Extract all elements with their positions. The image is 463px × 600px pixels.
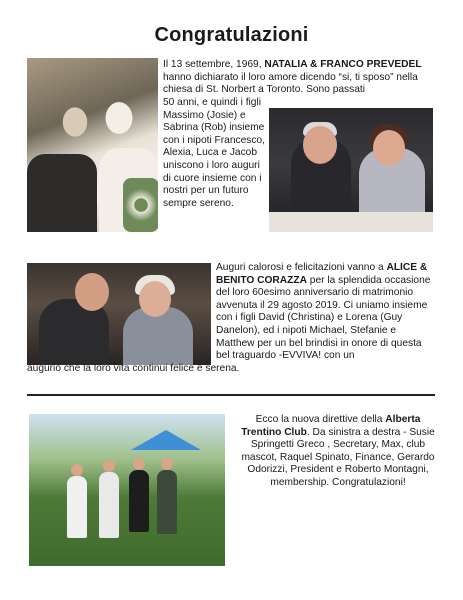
section3-text xyxy=(236,414,440,490)
section1-lead: Il 13 settembre, 1969, xyxy=(163,59,262,70)
section2-text-wrap xyxy=(27,363,437,376)
section3-club: Alberta Trentino Club xyxy=(241,414,421,438)
couple-photo-corazza xyxy=(27,263,211,365)
section1-text-wrap xyxy=(163,97,267,210)
wedding-photo xyxy=(27,58,158,232)
section2-lead: Auguri calorosi e felicitazioni vanno a xyxy=(216,262,384,273)
club-group-photo xyxy=(29,414,225,566)
section1-text-a: hanno dichiarato il loro amore dicendo “si, ti sposo” nella chiesa di St. Norbert a Toronto. Sono passati xyxy=(163,71,418,96)
section1-text-b: 50 anni, e quindi i figli Massimo (Josie) e Sabrina (Rob) insieme con i nipoti Francesco, Alexia, Luca e Jacob uniscono i loro auguri di cuore insieme con i nostri per un futuro sempre sereno. xyxy=(163,97,265,209)
section1-names: NATALIA & FRANCO PREVEDEL xyxy=(264,59,422,70)
section2-text xyxy=(216,262,436,363)
section2-text-a: per la splendida occasione del loro 60esimo anniversario di matrimonio avvenuta il 29 agosto 2019. Ci uniamo insieme con i figli David (Christina) e Lorena (Guy Danelon), ed i nipoti Michael, Stefanie e Matthew per un bel brindisi in onore di questa bel traguardo -EVVIVA! con un xyxy=(216,274,431,362)
section-divider xyxy=(27,394,435,396)
section2-names: ALICE & BENITO CORAZZA xyxy=(216,262,428,286)
section3-text-body: . Da sinistra a destra - Susie Springetti Greco , Secretary, Max, club mascot, Raquel Spinato, Finance, Gerardo Odorizzi, President e Roberto Montagni, membership. Congratulazioni! xyxy=(241,426,435,488)
page-title: Congratulazioni xyxy=(154,24,309,46)
section1-text-top xyxy=(163,59,435,97)
couple-photo-prevedel xyxy=(269,108,433,232)
section3-lead: Ecco la nuova direttive della xyxy=(255,414,383,425)
section2-text-b: augurio che la loro vita continui felice e serena. xyxy=(27,363,240,374)
